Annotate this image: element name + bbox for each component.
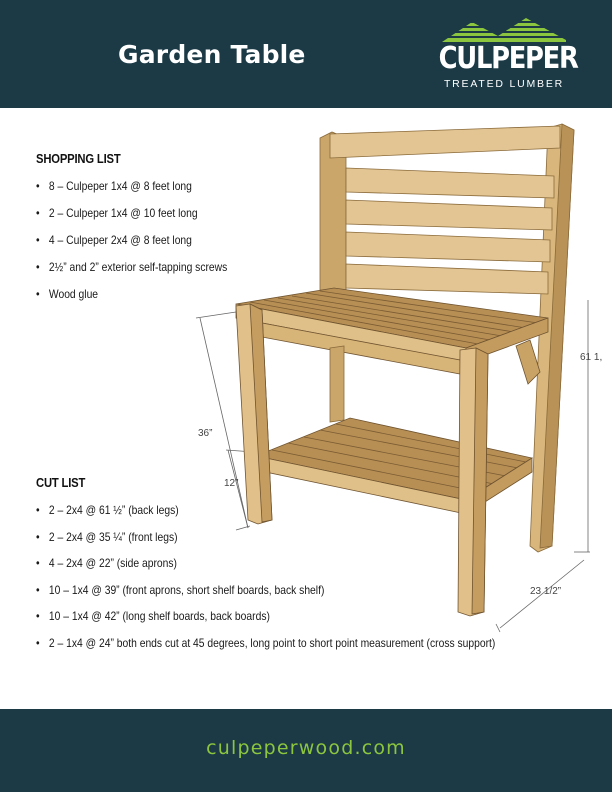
bullet-icon: • [36, 503, 40, 517]
list-item-text: 10 – 1x4 @ 39” (front aprons, short shelf boards, back shelf) [48, 582, 325, 597]
dimension-label-12: 12” [224, 478, 239, 489]
list-item-text: 2 – Culpeper 1x4 @ 10 feet long [48, 206, 198, 220]
bullet-icon: • [36, 582, 40, 597]
culpeper-logo [428, 16, 580, 96]
list-item-text: 2 – 2x4 @ 61 ½” (back legs) [48, 503, 179, 517]
list-item-text: 4 – Culpeper 2x4 @ 8 feet long [48, 233, 192, 247]
brand-subtitle: TREATED LUMBER [443, 78, 565, 90]
bullet-icon: • [36, 609, 40, 623]
list-item-text: 10 – 1x4 @ 42” (long shelf boards, back boards) [48, 609, 270, 623]
list-item-text: 8 – Culpeper 1x4 @ 8 feet long [48, 179, 192, 193]
page-title: Garden Table [118, 40, 306, 69]
cross-support [516, 340, 540, 384]
bullet-icon: • [36, 179, 40, 193]
back-left-leg-lower [330, 346, 344, 422]
garden-table-illustration [188, 110, 612, 640]
bullet-icon: • [36, 233, 40, 247]
brand-name: CULPEPER [438, 41, 578, 76]
bullet-icon: • [36, 260, 40, 274]
bullet-icon: • [36, 529, 40, 544]
list-item-text: 2 – 1x4 @ 24” both ends cut at 45 degrees, long point to short point measurement (cross support) [48, 635, 496, 650]
bullet-icon: • [36, 635, 40, 650]
list-item-text: Wood glue [48, 287, 99, 301]
dimension-label-36: 36” [198, 428, 213, 439]
bullet-icon: • [36, 556, 40, 570]
website-link[interactable]: culpeperwood.com [206, 737, 406, 759]
back-boards [330, 126, 560, 294]
dimension-label-61: 61 1, [580, 352, 603, 363]
bullet-icon: • [36, 206, 40, 220]
mountain-stripes-icon [442, 16, 566, 42]
bullet-icon: • [36, 287, 40, 301]
dimension-label-23: 23 1/2” [530, 586, 562, 597]
bottom-shelf [256, 418, 532, 514]
list-item-text: 2½” and 2” exterior self-tapping screws [48, 260, 228, 274]
header-bar [0, 0, 612, 108]
cut-list-heading: CUT LIST [36, 476, 86, 490]
footer-bar [0, 709, 612, 792]
list-item-text: 4 – 2x4 @ 22” (side aprons) [48, 556, 177, 570]
list-item-text: 2 – 2x4 @ 35 ¼” (front legs) [48, 529, 178, 544]
shopping-list-heading: SHOPPING LIST [36, 152, 121, 166]
